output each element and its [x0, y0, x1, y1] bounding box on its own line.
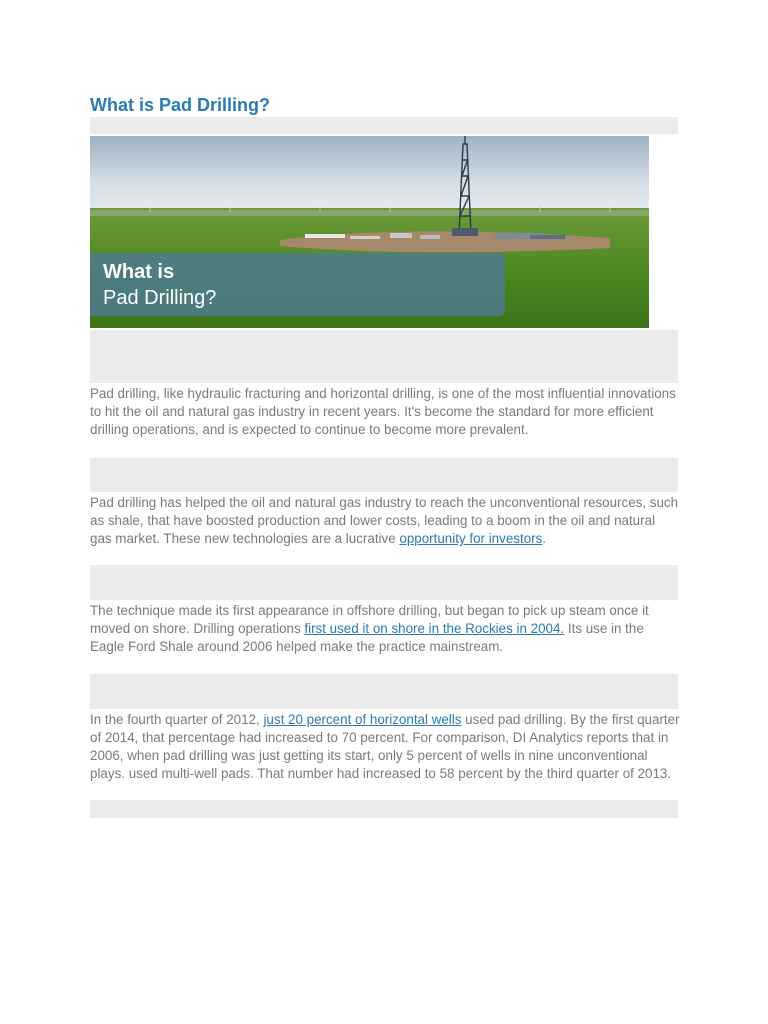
- spacer-band: [90, 565, 678, 600]
- spacer-band: [90, 330, 678, 383]
- spacer-band: [90, 117, 678, 134]
- paragraph-text: In the fourth quarter of 2012,: [90, 712, 264, 727]
- spacer-band: [90, 458, 678, 492]
- paragraph-text: Its use in the Eagle Ford Shale around 2006 helped make the practice mainstream.: [90, 621, 644, 654]
- paragraph-1: [90, 385, 680, 439]
- paragraph-text: Pad drilling has helped the oil and natural gas industry to reach the unconventional resources, such as shale, that have boosted production and lower costs, leading to a boom in the oil and natural gas market. These new technologies are a lucrative: [90, 495, 679, 546]
- paragraph-4: [90, 711, 680, 783]
- spacer-band: [90, 800, 678, 818]
- rockies-link[interactable]: first used it on shore in the Rockies in 2004.: [304, 621, 565, 636]
- investors-link[interactable]: opportunity for investors: [399, 531, 543, 546]
- hero-image: [90, 136, 649, 328]
- hero-caption-line1: What is: [103, 261, 175, 283]
- paragraph-2: [90, 494, 680, 548]
- spacer-band: [90, 674, 678, 709]
- paragraph-text: Pad drilling, like hydraulic fracturing and horizontal drilling, is one of the most influential innovations to hit the oil and natural gas industry in recent years. It's become the standard for more efficient drilling operations, and is expected to continue to become more prevalent.: [90, 386, 676, 437]
- hero-caption-line2: Pad Drilling?: [103, 287, 217, 309]
- paragraph-text: The technique made its first appearance in offshore drilling, but began to pick up steam once it moved on shore. Drilling operations: [90, 603, 649, 636]
- horizontal-wells-link[interactable]: just 20 percent of horizontal wells: [263, 712, 462, 727]
- paragraph-text: used pad drilling. By the first quarter of 2014, that percentage had increased to 70 percent. For comparison, DI Analytics reports that in 2006, when pad drilling was just getting its start, only 5 percent of wells in nine unconventional plays. used multi-well pads. That number had increased to 58 percent by the third quarter of 2013.: [90, 712, 680, 781]
- paragraph-text: .: [542, 531, 547, 546]
- paragraph-3: [90, 602, 680, 656]
- page-title: What is Pad Drilling?: [90, 95, 271, 115]
